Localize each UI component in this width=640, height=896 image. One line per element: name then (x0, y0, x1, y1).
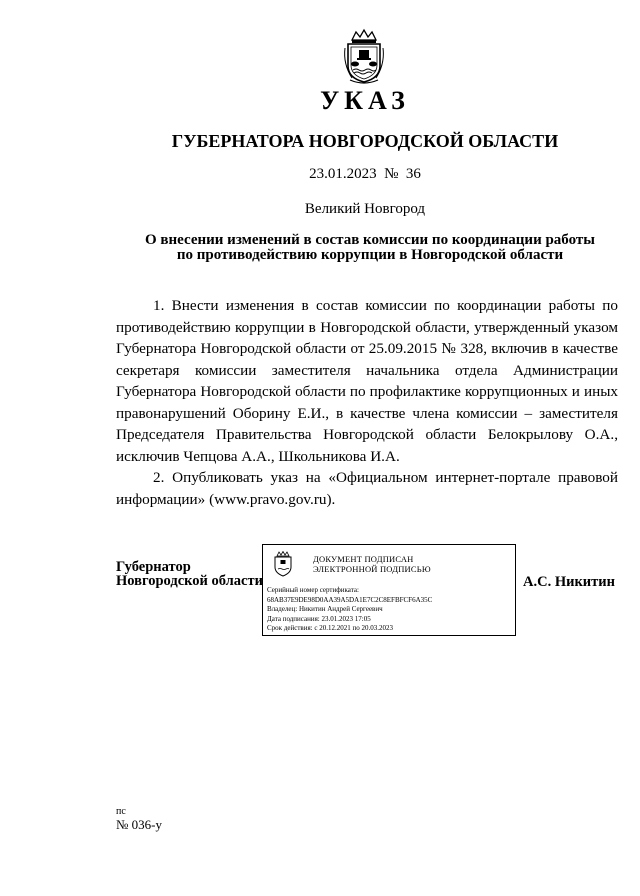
stamp-header-line-2: ЭЛЕКТРОННОЙ ПОДПИСЬЮ (313, 564, 431, 574)
footer-number: № 036-у (116, 817, 162, 832)
stamp-validity: Срок действия: с 20.12.2021 по 20.03.2023 (267, 624, 393, 632)
document-title: УКАЗ (320, 86, 410, 115)
novgorod-coat-of-arms-icon (342, 28, 386, 84)
stamp-serial-label: Серийный номер сертификата: (267, 586, 359, 594)
document-footer (116, 805, 162, 831)
paragraph-1: 1. Внести изменения в состав комиссии по координации работы по противодействию коррупции в Новгородской области, утвержденный указом Губернатора Новгородской области от 25.09.2015 № 328, включив в качестве секретаря комиссии заместителя начальника отдела Администрации Губернатора Новгородской области по профилактике коррупционных и иных правонарушений Оборину Е.И., в качестве члена комиссии – заместителя Председателя Правительства Новгородской области Белокрылову О.А., исключив Чепцова А.А., Школьникова И.А. (116, 297, 618, 465)
stamp-header (313, 554, 431, 574)
paragraph-2: 2. Опубликовать указ на «Официальном интернет-портале правовой информации» (www.pravo.gov.ru). (116, 469, 618, 508)
electronic-signature-stamp (262, 544, 516, 636)
stamp-signed-date: Дата подписания: 23.01.2023 17:05 (267, 614, 371, 623)
city: Великий Новгород (304, 201, 426, 217)
document-body (116, 295, 618, 510)
date-and-number: 23.01.2023 № 36 (309, 166, 421, 182)
stamp-serial: 68AB37E9DE98D0AA39A5DA1E7C2C8EFBFCF6A35C (267, 595, 433, 604)
signer-position-line-2: Новгородской области (116, 573, 263, 589)
document-heading (0, 233, 640, 263)
stamp-owner: Владелец: Никитин Андрей Сергеевич (267, 605, 383, 613)
stamp-header-line-1: ДОКУМЕНТ ПОДПИСАН (313, 554, 414, 564)
stamp-details (267, 586, 432, 634)
signer-name: А.С. Никитин (523, 574, 615, 590)
stamp-coat-of-arms-icon (272, 551, 294, 577)
heading-line-1: О внесении изменений в состав комиссии по координации работы (145, 232, 595, 248)
heading-line-2: по противодействию коррупции в Новгородской области (176, 247, 564, 263)
footer-mark: пс (116, 806, 126, 817)
signer-position (116, 560, 263, 588)
issuer-title: ГУБЕРНАТОРА НОВГОРОДСКОЙ ОБЛАСТИ (171, 131, 559, 151)
signer-position-line-1: Губернатор (116, 559, 191, 575)
